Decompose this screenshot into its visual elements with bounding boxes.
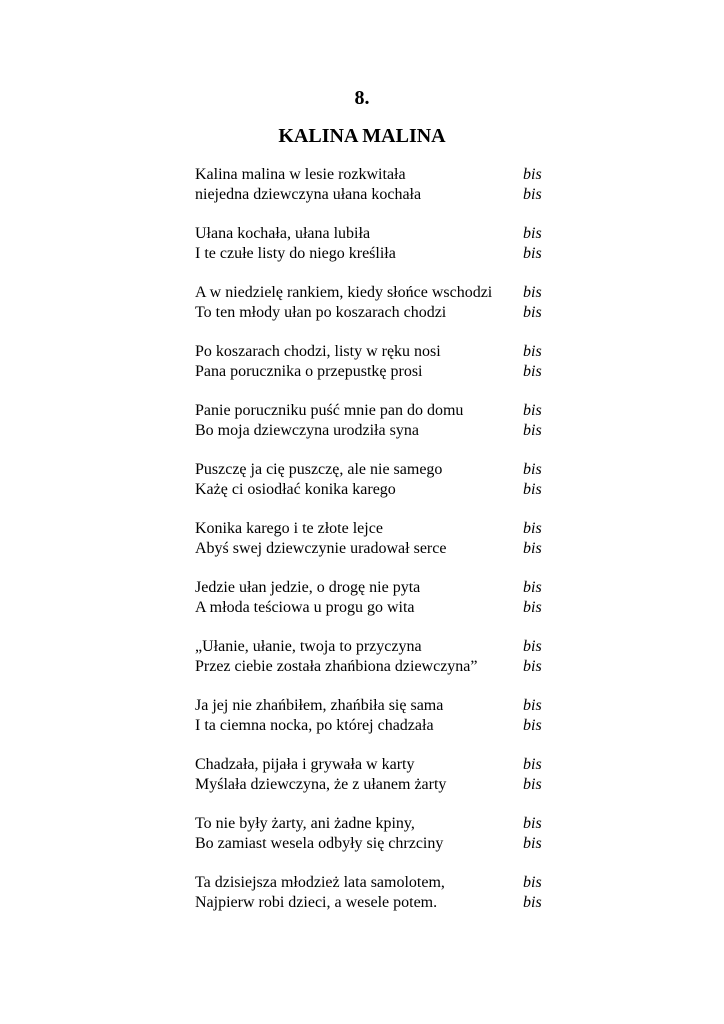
repeat-mark: bis [523,245,542,262]
verse-line [195,421,555,441]
stanza [195,283,555,323]
verse-line [195,873,555,893]
verse-line [195,755,555,775]
verse-text: Pana porucznika o przepustkę prosi [195,363,423,380]
verse-text: Bo zamiast wesela odbyły się chrzciny [195,835,444,852]
repeat-mark: bis [523,874,542,891]
repeat-mark: bis [523,717,542,734]
verse-text: To nie były żarty, ani żadne kpiny, [195,815,415,832]
verse-line [195,578,555,598]
stanza [195,342,555,382]
verse-line [195,460,555,480]
verse-line [195,401,555,421]
repeat-mark: bis [523,776,542,793]
verse-text: Najpierw robi dzieci, a wesele potem. [195,894,438,911]
verse-line [195,834,555,854]
repeat-mark: bis [523,166,542,183]
repeat-mark: bis [523,579,542,596]
stanza [195,696,555,736]
repeat-mark: bis [523,540,542,557]
repeat-mark: bis [523,402,542,419]
repeat-mark: bis [523,756,542,773]
stanza [195,224,555,264]
verse-text: Jedzie ułan jedzie, o drogę nie pyta [195,579,421,596]
lyrics [195,165,555,932]
verse-text: Po koszarach chodzi, listy w ręku nosi [195,343,441,360]
repeat-mark: bis [523,284,542,301]
verse-line [195,775,555,795]
verse-text: Konika karego i te złote lejce [195,520,383,537]
repeat-mark: bis [523,658,542,675]
verse-line [195,165,555,185]
verse-text: Ja jej nie zhańbiłem, zhańbiła się sama [195,697,444,714]
repeat-mark: bis [523,815,542,832]
repeat-mark: bis [523,894,542,911]
verse-line [195,696,555,716]
verse-line [195,814,555,834]
repeat-mark: bis [523,186,542,203]
stanza [195,578,555,618]
verse-line [195,539,555,559]
verse-line [195,480,555,500]
verse-text: To ten młody ułan po koszarach chodzi [195,304,447,321]
repeat-mark: bis [523,835,542,852]
verse-text: Abyś swej dziewczynie uradował serce [195,540,447,557]
repeat-mark: bis [523,638,542,655]
verse-text: Bo moja dziewczyna urodziła syna [195,422,419,439]
stanza [195,755,555,795]
verse-line [195,244,555,264]
stanza [195,519,555,559]
verse-line [195,224,555,244]
song-title: KALINA MALINA [278,125,446,147]
verse-line [195,598,555,618]
stanza [195,401,555,441]
stanza [195,460,555,500]
verse-line [195,893,555,913]
stanza [195,814,555,854]
verse-line [195,519,555,539]
verse-text: niejedna dziewczyna ułana kochała [195,186,422,203]
verse-line [195,303,555,323]
verse-text: Ta dzisiejsza młodzież lata samolotem, [195,874,445,891]
verse-line [195,342,555,362]
verse-text: Kalina malina w lesie rozkwitała [195,166,406,183]
verse-text: I ta ciemna nocka, po której chadzała [195,717,434,734]
verse-line [195,362,555,382]
verse-line [195,185,555,205]
verse-line [195,657,555,677]
repeat-mark: bis [523,481,542,498]
repeat-mark: bis [523,343,542,360]
verse-text: Ułana kochała, ułana lubiła [195,225,371,242]
repeat-mark: bis [523,461,542,478]
repeat-mark: bis [523,225,542,242]
verse-text: Puszczę ja cię puszczę, ale nie samego [195,461,443,478]
stanza [195,165,555,205]
repeat-mark: bis [523,520,542,537]
repeat-mark: bis [523,422,542,439]
verse-text: Myślała dziewczyna, że z ułanem żarty [195,776,447,793]
stanza [195,873,555,913]
verse-text: Przez ciebie została zhańbiona dziewczyna” [195,658,478,675]
verse-line [195,283,555,303]
verse-text: Każę ci osiodłać konika karego [195,481,396,498]
verse-text: A w niedzielę rankiem, kiedy słońce wschodzi [195,284,493,301]
verse-line [195,716,555,736]
verse-text: I te czułe listy do niego kreśliła [195,245,396,262]
verse-text: Chadzała, pijała i grywała w karty [195,756,415,773]
repeat-mark: bis [523,599,542,616]
repeat-mark: bis [523,304,542,321]
verse-line [195,637,555,657]
stanza [195,637,555,677]
verse-text: Panie poruczniku puść mnie pan do domu [195,402,464,419]
repeat-mark: bis [523,697,542,714]
song-number: 8. [354,87,370,109]
verse-text: A młoda teściowa u progu go wita [195,599,415,616]
repeat-mark: bis [523,363,542,380]
verse-text: „Ułanie, ułanie, twoja to przyczyna [195,638,422,655]
